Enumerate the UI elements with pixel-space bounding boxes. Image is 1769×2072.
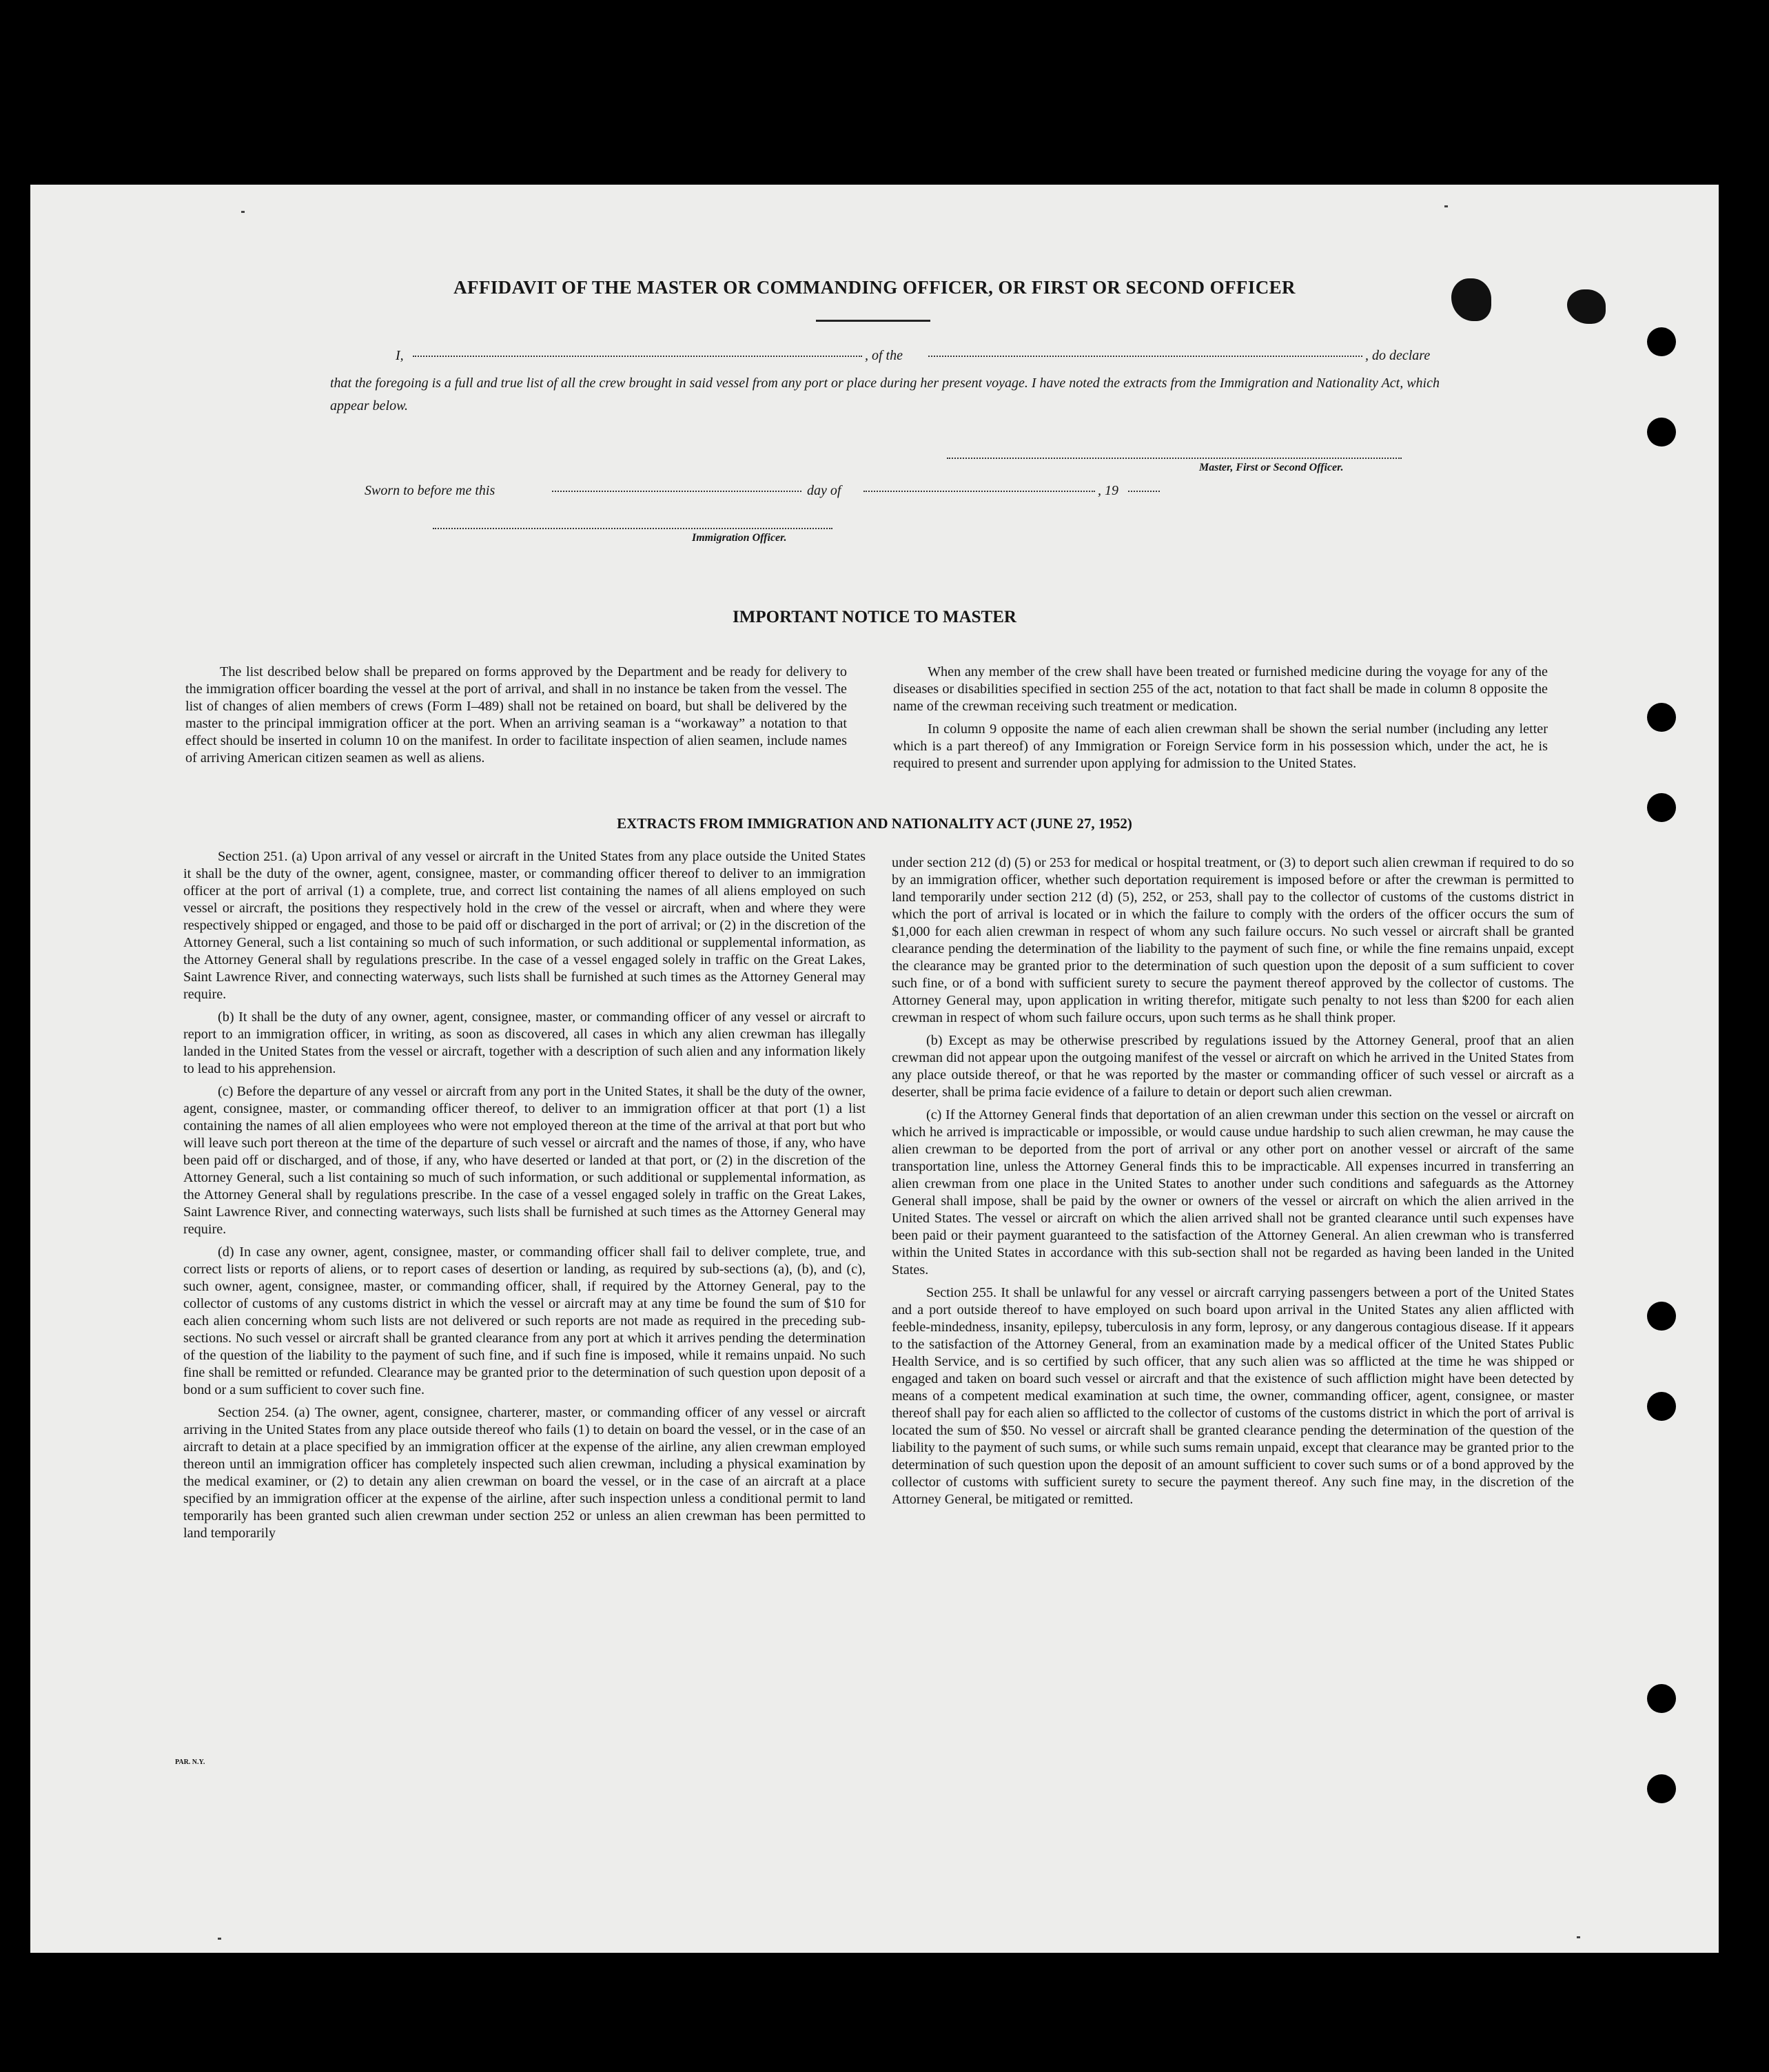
- binder-hole: [1647, 703, 1676, 732]
- section-254-c: (c) If the Attorney General finds that deportation of an alien crewman under this section on the vessel or aircraft on which he arrived is impracticable or impossible, or would cause undue hardship to such alien crewman, he may cause the alien crewman to be deported from the port of arrival or any other port on another vessel or aircraft of the same transportation line, unless the Attorney General finds this to be impracticable. All expenses incurred in transferring an alien crewman from one place in the United States to another under such conditions and safeguards as the Attorney General shall impose, shall be paid by the owner or owners of the vessel or aircraft on which the alien arrived in the United States. The vessel or aircraft on which the alien arrived shall not be granted clearance until such expenses have been paid or their payment guaranteed to the satisfaction of the Attorney General. An alien crewman who is transferred within the United States in accordance with this sub-section shall not be regarded as having been landed in the United States.: [892, 1107, 1574, 1278]
- sworn-month-blank[interactable]: [863, 484, 1095, 492]
- document-page: [30, 185, 1719, 1953]
- year-label: , 19: [1098, 483, 1118, 498]
- i-label: I,: [396, 348, 404, 363]
- section-251-c: (c) Before the departure of any vessel or aircraft from any port in the United States, it shall be the duty of the owner, agent, consignee, master, or commanding officer thereof, to deliver to an immigration officer at that port (1) a list containing the names of all alien employees who were not employed thereon at the time of the arrival at that port but who will leave such port thereon at the time of the departure of such vessel or aircraft and the names of those, if any, who have been paid off or discharged, and of those, if any, who have deserted or landed at that port, or (2) in the discretion of the Attorney General, such a list containing so much of such information, or such additional or supplemental information, as the Attorney General shall by regulations prescribe. In the case of a vessel engaged solely in traffic on the Great Lakes, Saint Lawrence River, and connecting waterways, such lists shall be furnished at such times as the Attorney General may require.: [183, 1084, 866, 1237]
- speck: [218, 1938, 221, 1940]
- section-254-b: (b) Except as may be otherwise prescribed by regulations issued by the Attorney General, proof that an alien crewman did not appear upon the outgoing manifest of the vessel or aircraft on which he arrived in the United States from any place outside thereof, or that he was reported by the master or commanding officer of such vessel or aircraft as a deserter, shall be prima facie evidence of a failure to detain or deport such alien crewman.: [892, 1033, 1574, 1100]
- binder-hole: [1647, 327, 1676, 356]
- sworn-label: Sworn to before me this: [365, 483, 495, 498]
- declaration-text: that the foregoing is a full and true list of all the crew brought in said vessel from any port or place during her present voyage. I have noted the extracts from the Immigration and Nationality Act, which appear below.: [330, 376, 1440, 413]
- extracts-title: EXTRACTS FROM IMMIGRATION AND NATIONALITY ACT (JUNE 27, 1952): [617, 815, 1132, 832]
- binder-hole: [1647, 1684, 1676, 1713]
- sworn-line: [365, 480, 1260, 502]
- binder-hole: [1647, 1392, 1676, 1421]
- affidavit-title: AFFIDAVIT OF THE MASTER OR COMMANDING OFFICER, OR FIRST OR SECOND OFFICER: [453, 277, 1296, 298]
- vessel-blank[interactable]: [928, 349, 1362, 357]
- name-blank[interactable]: [413, 349, 862, 357]
- officer-signature-label: Immigration Officer.: [692, 532, 787, 544]
- extracts-left-column: [183, 848, 866, 1548]
- speck: [1444, 205, 1448, 207]
- section-254-a: Section 254. (a) The owner, agent, consignee, charterer, master, or commanding officer of any vessel or aircraft arriving in the United States from any place outside thereof who fails (1) to detain on board the vessel, or in the case of an aircraft to detain at a place specified by an immigration officer at the expense of the airline, any alien crewman employed thereon until an immigration officer has completely inspected such alien crewman, including a physical examination by the medical examiner, or (2) to detain any alien crewman on board the vessel, or in the case of an aircraft at a place specified by an immigration officer at the expense of the airline, after such inspection unless a conditional permit to land temporarily has been granted such alien crewman under section 252 or unless an alien crewman has been permitted to land temporarily: [183, 1405, 866, 1541]
- notice-right-column: [893, 664, 1548, 778]
- section-255: Section 255. It shall be unlawful for any vessel or aircraft carrying passengers between a port of the United States and a port outside thereof to have employed on such board upon arrival in the United States any alien afflicted with feeble-mindedness, insanity, epilepsy, tuberculosis in any form, leprosy, or any dangerous contagious disease. If it appears to the satisfaction of the Attorney General, from an examination made by a medical officer of the United States Public Health Service, and is so certified by such officer, that any such alien was so afflicted at the time he was shipped or engaged and taken on board such vessel or aircraft and that the existence of such affliction might have been detected by means of a competent medical examination at such time, the owner, commanding officer, agent, consignee, or master thereof shall pay for each alien so afflicted to the collector of customs of the customs district in which the port of arrival is located the sum of $50. No vessel or aircraft shall be granted clearance pending the determination of the question of the liability to the payment of such sums, or while such sums remain unpaid, except that clearance may be granted prior to the determination of such question upon the deposit of an amount sufficient to cover such sums or of a bond approved by the collector of customs with sufficient surety to secure the payment thereof. Any such fine may, in the discretion of the Attorney General, be mitigated or remitted.: [892, 1285, 1574, 1507]
- notice-left-paragraph: The list described below shall be prepared on forms approved by the Department and be ready for delivery to the immigration officer boarding the vessel at the port of arrival, and shall in no instance be taken from the vessel. The list of changes of alien members of crews (Form I–489) shall not be retained on board, but shall be delivered by the master to the principal immigration officer at the port. When an arriving seaman is a “workaway” a notation to that effect should be inserted in column 10 on the manifest. In order to facilitate inspection of alien seamen, include names of arriving American citizen seamen as well as aliens.: [185, 664, 847, 766]
- title-underline: [816, 320, 930, 322]
- notice-right-paragraph: In column 9 opposite the name of each alien crewman shall be shown the serial number (including any letter which is a part thereof) of any Immigration or Foreign Service form in his possession which, under the act, he is required to present and surrender upon applying for admission to the United States.: [893, 721, 1548, 771]
- notice-title: IMPORTANT NOTICE TO MASTER: [733, 608, 1016, 626]
- binder-hole: [1647, 418, 1676, 447]
- section-254-a-continued: under section 212 (d) (5) or 253 for medical or hospital treatment, or (3) to deport such alien crewman if required to do so by an immigration officer, whether such deportation requirement is imposed before or after the crewman is permitted to land temporarily under section 212 (d) (5), 252, or 253, shall pay to the collector of customs of the customs district in which the port of arrival is located or in which the failure to comply with the orders of the officer occurs the sum of $1,000 for each alien crewman in respect of whom any such failure occurs. No such vessel or aircraft shall be granted clearance pending the determination of the liability to the payment of such fine, or while the fine remains unpaid, except the clearance may be granted prior to the determination of such question upon the deposit of a sum sufficient to cover such fine, or of a bond with sufficient surety to secure the payment thereof approved by the collector of customs. The Attorney General may, upon application in writing therefor, mitigate such penalty to not less than $200 for each alien crewman in respect of whom such failure occurs, upon such terms as he shall think proper.: [892, 855, 1574, 1025]
- sworn-year-blank[interactable]: [1128, 484, 1160, 492]
- officer-signature-line[interactable]: [433, 528, 832, 529]
- printer-mark: PAR. N.Y.: [175, 1758, 205, 1766]
- of-the-label: , of the: [865, 348, 903, 363]
- day-of-label: day of: [807, 483, 841, 498]
- speck: [1577, 1936, 1580, 1938]
- binder-hole: [1647, 1774, 1676, 1803]
- sworn-day-blank[interactable]: [552, 484, 801, 492]
- section-251-a: Section 251. (a) Upon arrival of any vessel or aircraft in the United States from any place outside the United States it shall be the duty of the owner, agent, consignee, master, or commanding officer thereof to deliver to an immigration officer at the port of arrival (1) a complete, true, and correct list containing the names of all aliens employed on such vessel or aircraft, the positions they respectively hold in the crew of the vessel or aircraft, when and where they were respectively shipped or engaged, and those to be paid off or discharged in the port of arrival; or (2) in the discretion of the Attorney General, such a list containing so much of such information, or such additional or supplemental information, as the Attorney General shall by regulations prescribe. In the case of a vessel engaged solely in traffic on the Great Lakes, Saint Lawrence River, and connecting waterways, such lists shall be furnished at such times as the Attorney General may require.: [183, 849, 866, 1002]
- extracts-right-column: [892, 854, 1574, 1514]
- notice-right-paragraph: When any member of the crew shall have been treated or furnished medicine during the voyage for any of the diseases or disabilities specified in section 255 of the act, notation to that fact shall be made in column 8 opposite the name of the crewman receiving such treatment or medication.: [893, 664, 1548, 714]
- binder-hole: [1647, 1302, 1676, 1331]
- do-declare-label: , do declare: [1365, 348, 1431, 363]
- section-251-d: (d) In case any owner, agent, consignee, master, or commanding officer shall fail to deliver complete, true, and correct lists or reports of aliens, or to report cases of desertion or landing, as required by sub-sections (a), (b), and (c), such owner, agent, consignee, master, or commanding officer, shall, if required by the Attorney General, pay to the collector of customs of any customs district in which the vessel or aircraft may at any time be found the sum of $10 for each alien concerning whom such lists are not delivered or such reports are not made as required in the preceding sub-sections. No such vessel or aircraft shall be granted clearance from any port at which it arrives pending the determination of the question of the liability to the payment of such fine, and if such fine is imposed, while it remains unpaid. No such fine shall be remitted or refunded. Clearance may be granted prior to the determination of such question upon deposit of a bond or a sum sufficient to cover such fine.: [183, 1244, 866, 1397]
- master-signature-label: Master, First or Second Officer.: [1199, 462, 1344, 473]
- notice-left-column: [185, 664, 847, 772]
- master-signature-line[interactable]: [947, 458, 1402, 459]
- section-251-b: (b) It shall be the duty of any owner, agent, consignee, master, or commanding officer of any vessel or aircraft to report to an immigration officer, in writing, as soon as discovered, all cases in which any alien crewman has illegally landed in the United States from the vessel or aircraft, together with a description of such alien and any information likely to lead to his apprehension.: [183, 1009, 866, 1076]
- speck: [241, 211, 245, 213]
